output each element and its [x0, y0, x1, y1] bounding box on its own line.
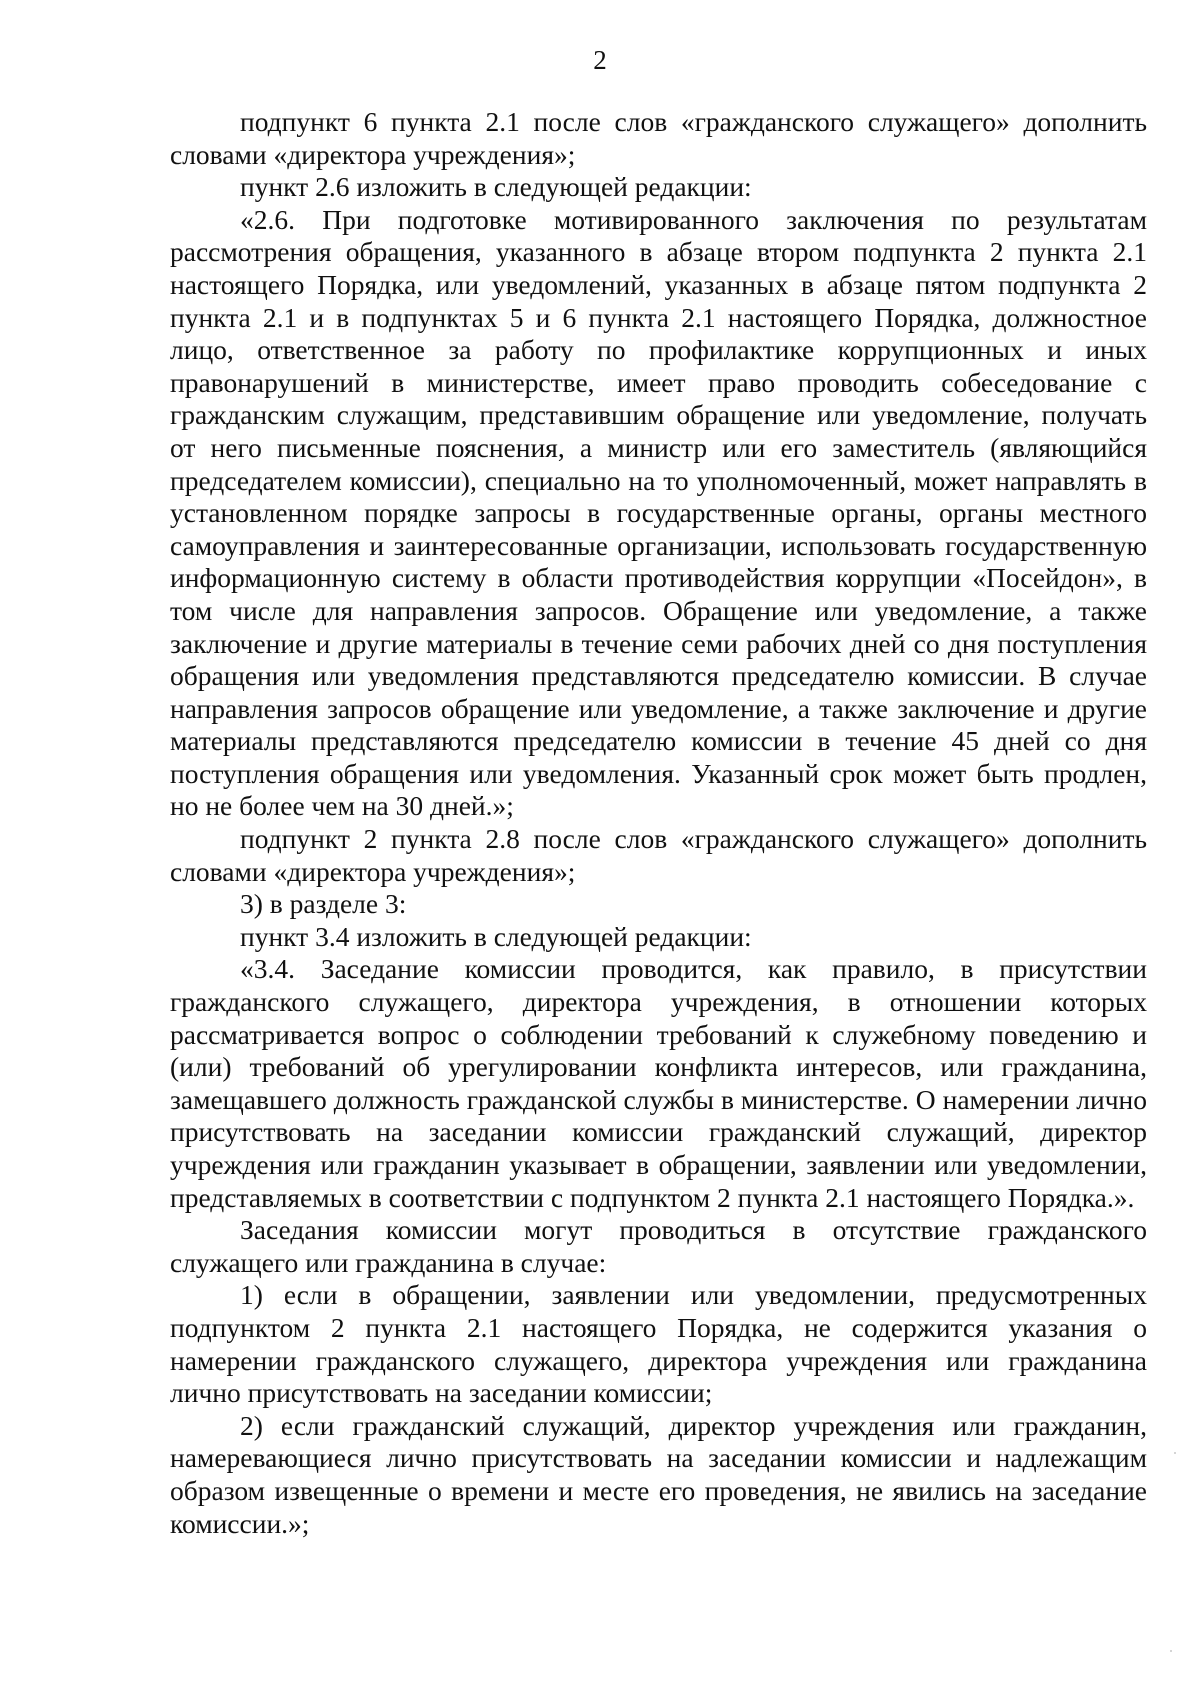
- paragraph: «2.6. При подготовке мотивированного заключения по результатам рассмотрения обращения, указанного в абзаце втором подпункта 2 пункта 2.1 настоящего Порядка, или уведомлений, указанных в абзаце пятом подпункта 2 пункта 2.1 и в подпунктах 5 и 6 пункта 2.1 настоящего Порядка, должностное лицо, ответственное за работу по профилактике коррупционных и иных правонарушений в министерстве, имеет право проводить собеседование с гражданским служащим, представившим обращение или уведомление, получать от него письменные пояснения, а министр или его заместитель (являющийся председателем комиссии), специально на то уполномоченный, может направлять в установленном порядке запросы в государственные органы, органы местного самоуправления и заинтересованные организации, использовать государственную информационную систему в области противодействия коррупции «Посейдон», в том числе для направления запросов. Обращение или уведомление, а также заключение и другие материалы в течение семи рабочих дней со дня поступления обращения или уведомления представляются председателю комиссии. В случае направления запросов обращение или уведомление, а также заключение и другие материалы представляются председателю комиссии в течение 45 дней со дня поступления обращения или уведомления. Указанный срок может быть продлен, но не более чем на 30 дней.»;: [170, 203, 1147, 822]
- paragraph: подпункт 2 пункта 2.8 после слов «гражданского служащего» дополнить словами «директора учреждения»;: [170, 823, 1147, 887]
- paragraph: подпункт 6 пункта 2.1 после слов «гражданского служащего» дополнить словами «директора учреждения»;: [170, 106, 1147, 170]
- paragraph: Заседания комиссии могут проводиться в отсутствие гражданского служащего или гражданина в случае:: [170, 1214, 1147, 1278]
- scan-speck: [1174, 1452, 1176, 1454]
- scan-speck: [1170, 1650, 1172, 1652]
- paragraph: 1) если в обращении, заявлении или уведомлении, предусмотренных подпунктом 2 пункта 2.1 настоящего Порядка, не содержится указания о намерении гражданского служащего, директора учреждения или гражданина лично присутствовать на заседании комиссии;: [170, 1279, 1147, 1409]
- paragraph: 2) если гражданский служащий, директор учреждения или гражданин, намеревающиеся лично присутствовать на заседании комиссии и надлежащим образом извещенные о времени и месте его проведения, не явились на заседание комиссии.»;: [170, 1409, 1147, 1539]
- page-number: 2: [593, 45, 607, 75]
- paragraph: 3) в разделе 3:: [240, 888, 407, 920]
- paragraph: «3.4. Заседание комиссии проводится, как правило, в присутствии гражданского служащего, директора учреждения, в отношении которых рассматривается вопрос о соблюдении требований к служебному поведению и (или) требований об урегулировании конфликта интересов, или гражданина, замещавшего должность гражданской службы в министерстве. О намерении лично присутствовать на заседании комиссии гражданский служащий, директор учреждения или гражданин указывает в обращении, заявлении или уведомлении, представляемых в соответствии с подпунктом 2 пункта 2.1 настоящего Порядка.».: [170, 953, 1147, 1213]
- document-body: [170, 106, 1147, 1540]
- paragraph: пункт 2.6 изложить в следующей редакции:: [240, 171, 752, 203]
- paragraph: пункт 3.4 изложить в следующей редакции:: [240, 920, 752, 952]
